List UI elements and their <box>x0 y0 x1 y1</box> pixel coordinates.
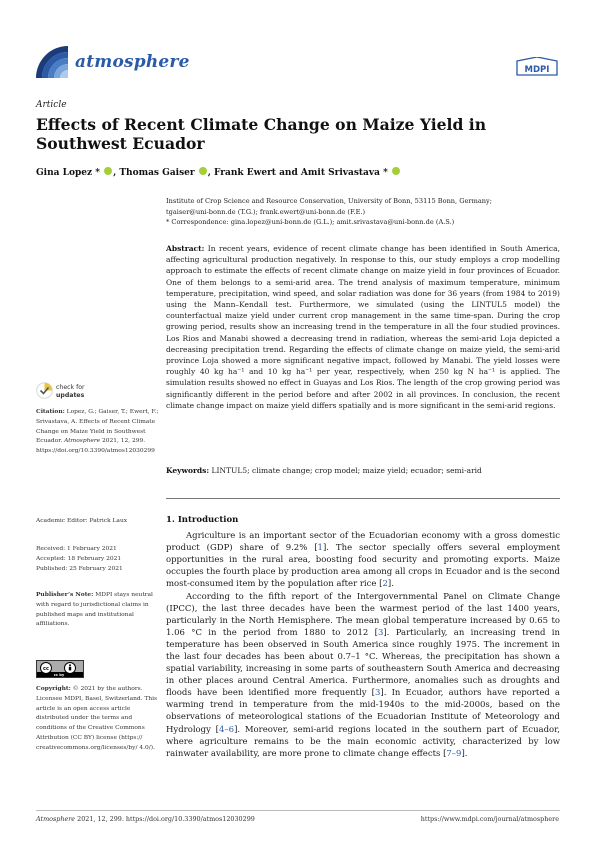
section-heading: 1. Introduction <box>166 515 239 525</box>
footer-doi[interactable]: 2021, 12, 299. https://doi.org/10.3390/atmos12030299 <box>75 815 255 823</box>
author-2: , Thomas Gaiser <box>113 168 195 178</box>
intro-text: According to the fifth report of the Intergovernmental Panel on Climate Change (IPCC), the last three decades have been the warmest period of the last 1400 years, particularly in the North Hemisphere. The mean global temperature increased by 0.65 to 1.06 °C in the period from 1880 to 2012 [ <box>166 592 560 639</box>
cc-by-license-icon[interactable] <box>36 660 84 678</box>
footer-journal: Atmosphere <box>36 815 76 823</box>
intro-text: Agriculture is an important sector of the Ecuadorian economy with a gross domestic product (GDP) share of 9.2% [ <box>166 531 560 554</box>
copyright-label: Copyright: <box>36 685 71 692</box>
check-for-label: check for <box>56 384 85 391</box>
journal-name[interactable]: atmosphere <box>75 52 190 72</box>
published-date: Published: 25 February 2021 <box>36 565 123 572</box>
intro-text: ]. The sector specially offers several employment opportunities in the rural area, boosting food security and promoting exports. Maize occupies the fourth place by production area among all crops in Ecuador and is the second most-consumed item by the population after rice [ <box>166 543 560 590</box>
svg-text:cc: cc <box>43 666 49 672</box>
citation-link[interactable]: 7–9 <box>446 748 462 759</box>
citation-doi[interactable]: 2021, 12, 299. https://doi.org/10.3390/atmos12030299 <box>36 438 155 455</box>
citation-link[interactable]: 3 <box>375 688 381 699</box>
affiliation-emails: tgaiser@uni-bonn.de (T.G.); frank.ewert@uni-bonn.de (F.E.) <box>166 207 366 216</box>
orcid-icon[interactable] <box>199 167 207 175</box>
copyright-block <box>36 684 160 754</box>
publisher-note-text: MDPI stays neutral with regard to jurisdictional claims in published maps and institutional affiliations. <box>36 592 153 628</box>
check-for-updates-icon[interactable] <box>36 382 53 403</box>
title-line-2: Southwest Ecuador <box>36 134 205 153</box>
dates-block <box>36 545 160 574</box>
keywords <box>166 465 560 476</box>
abstract-text: In recent years, evidence of recent climate change has been identified in South America, affecting agricultural production negatively. In response to this, our study employs a crop modelling approach to estimate the effects of recent climate change on maize yield in four provinces of Ecuador. One of them belongs to a semi-arid area. The trend analysis of maximum temperature, minimum temperature, precipitation, wind speed, and solar radiation was done for 36 years (from 1984 to 2019) using the Mann–Kendall test. Furthermore, we simulated (using the LINTUL5 model) the counterfactual maize yield under current crop management in the same time-span. During the crop growing period, results show an increasing trend in the temperature in all the four studied provinces. Los Rios and Manabi showed a decreasing trend in radiation, whereas the semi-arid Loja depicted a decreasing precipitation trend. Regarding the effects of climate change on maize yield, the semi-arid province Loja showed a more significant negative impact, followed by Manabi. The yield losses were roughly 40 kg ha⁻¹ and 10 kg ha⁻¹ per year, respectively, when 250 kg N ha⁻¹ is applied. The simulation results showed no effect in Guayas and Los Rios. The length of the crop growing period was significantly different in the period before and after 2002 in all provinces. In conclusion, the recent climate change impact on maize yield differs spatially and is more significant in the semi-arid regions. <box>166 244 560 410</box>
publisher-note <box>36 590 160 630</box>
keywords-label: Keywords: <box>166 466 210 475</box>
citation-link[interactable]: 3 <box>377 628 384 639</box>
citation-block <box>36 407 160 457</box>
check-for-updates-button[interactable] <box>56 384 85 399</box>
affiliations <box>166 196 566 228</box>
citation-label: Citation: <box>36 408 65 415</box>
intro-text: ]. Moreover, semi-arid regions located in the southern part of Ecuador, where agriculture remains to be the main economic activity, characterized by low rainwater availability, are more prone to climate change effects [ <box>166 724 561 759</box>
intro-text: ]. Particularly, an increasing trend in temperature has been observed in South America since roughly 1975. The increment in the last four decades has been about 0.7–1 °C. Whereas, the precipitation has shown a spatial variability, increasing in some parts of southeastern South America and decreasing in other places around Central America. Furthermore, anomalies such as droughts and floods have been identified more frequently [ <box>166 628 561 699</box>
orcid-icon[interactable] <box>392 167 400 175</box>
footer-citation <box>36 815 255 823</box>
abstract-label: Abstract: <box>166 244 205 253</box>
article-type: Article <box>36 100 67 110</box>
copyright-text: © 2021 by the authors. Licensee MDPI, Basel, Switzerland. This article is an open access article distributed under the terms and conditions of the Creative Commons Attribution (CC BY) license (https:// creativecommons.org/licenses/by/ 4.0/). <box>36 686 158 751</box>
footer-journal-url[interactable]: https://www.mdpi.com/journal/atmosphere <box>420 815 559 823</box>
intro-paragraph-2 <box>166 591 560 760</box>
author-list <box>36 167 401 178</box>
author-3: , Frank Ewert and Amit Srivastava * <box>207 168 388 178</box>
mdpi-logo-icon <box>515 57 559 81</box>
footer-divider <box>36 810 560 811</box>
citation-journal: Atmosphere <box>64 438 101 445</box>
publisher-note-label: Publisher’s Note: <box>36 591 94 598</box>
intro-text: ]. <box>461 748 468 759</box>
intro-paragraph-1 <box>166 530 560 590</box>
intro-text: ]. <box>387 579 394 590</box>
citation-text: Lopez, G.; Gaiser, T.; Ewert, F.; Srivastava, A. Effects of Recent Climate Change on Maize Yield in Southwest Ecuador. <box>36 409 159 445</box>
updates-label: updates <box>56 391 85 399</box>
cc-logo-text: cc by <box>53 673 65 677</box>
title-line-1: Effects of Recent Climate Change on Maize Yield in <box>36 115 487 134</box>
divider <box>166 498 560 499</box>
mdpi-logo-text: MDPI <box>524 65 550 75</box>
abstract <box>166 243 560 411</box>
affiliation-line: Institute of Crop Science and Resource Conservation, University of Bonn, 53115 Bonn, Germany; <box>166 197 492 205</box>
orcid-icon[interactable] <box>104 167 112 175</box>
citation-link[interactable]: 4–6 <box>218 724 235 735</box>
intro-text: ]. In Ecuador, authors have reported a warming trend in temperature from the mid-1940s to the mid-2000s, based on the observations of meteorological stations of the Ecuadorian Institute of Meteorology and Hydrology [ <box>166 688 560 735</box>
accepted-date: Accepted: 18 February 2021 <box>36 555 122 562</box>
journal-logo-icon <box>36 46 68 78</box>
received-date: Received: 1 February 2021 <box>36 546 117 552</box>
paper-title <box>36 115 556 153</box>
author-1: Gina Lopez * <box>36 168 100 178</box>
academic-editor: Academic Editor: Patrick Laux <box>36 518 128 524</box>
citation-link[interactable]: 1 <box>317 543 323 554</box>
keywords-text: LINTUL5; climate change; crop model; maize yield; ecuador; semi-arid <box>209 466 482 475</box>
citation-link[interactable]: 2 <box>382 579 388 590</box>
correspondence-line: * Correspondence: gina.lopez@uni-bonn.de (G.L.); amit.srivastava@uni-bonn.de (A.S.) <box>166 218 455 226</box>
